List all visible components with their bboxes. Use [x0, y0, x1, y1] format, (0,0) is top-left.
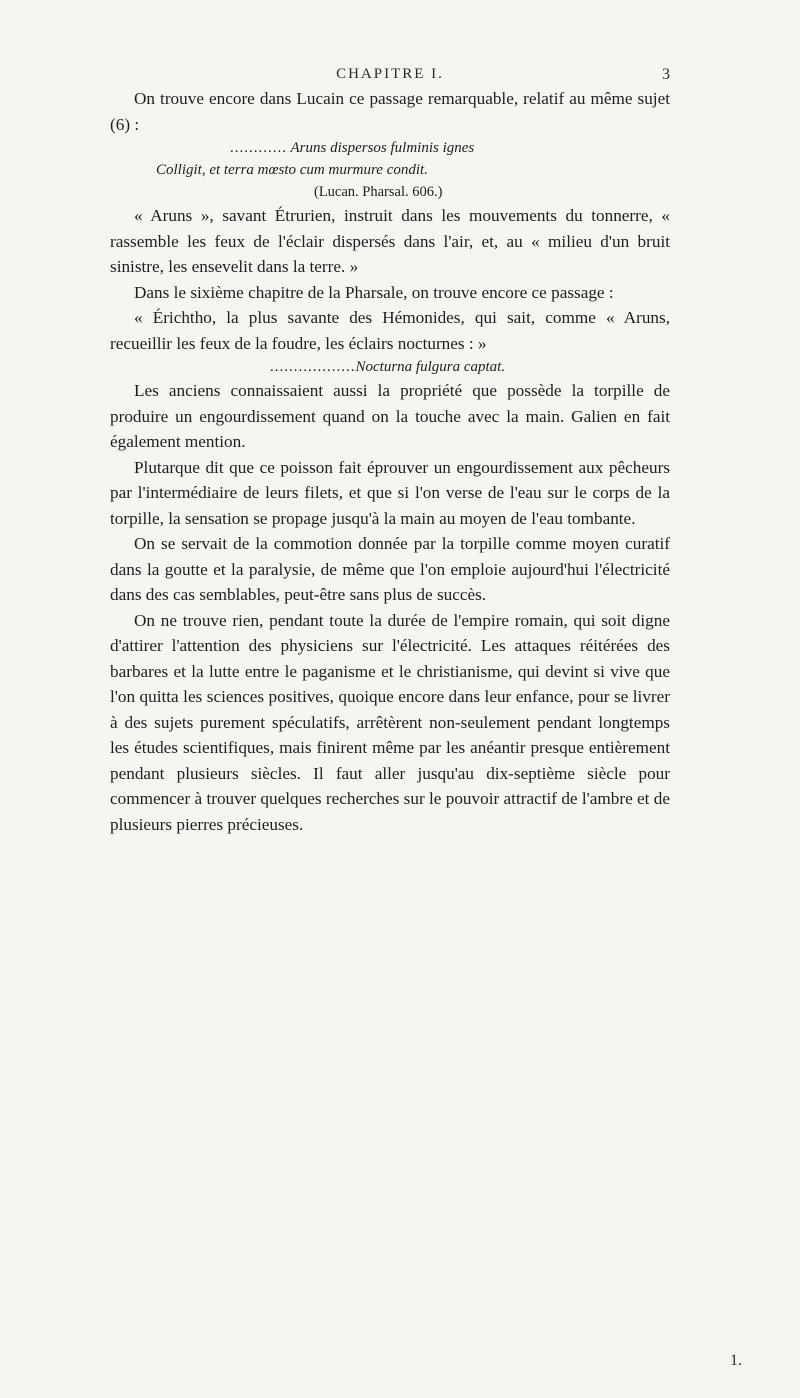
quote-ellipsis-2: .................. [270, 359, 356, 375]
paragraph-plutarque: Plutarque dit que ce poisson fait éprouver un engourdissement aux pêcheurs par l'intermédiaire de leurs filets, et que si l'on verse de l'eau sur le corps de la torpille, la sensation se propage jusqu'à la main au moyen de l'eau tombante. [110, 457, 670, 528]
latin-quote-text-2: Nocturna fulgura captat. [355, 359, 506, 375]
signature-mark: 1. [730, 1352, 742, 1369]
body-text [110, 86, 670, 837]
latin-quote-nocturna [110, 356, 670, 378]
quote-source: (Lucan. Pharsal. 606.) [314, 184, 443, 200]
paragraph-intro: On trouve encore dans Lucain ce passage remarquable, relatif au même sujet (6) : [110, 89, 670, 134]
page-number: 3 [662, 66, 670, 83]
running-title: CHAPITRE I. [336, 66, 444, 82]
latin-quote-text-1: Aruns dispersos fulminis ignes [287, 140, 475, 156]
latin-quote-line-2: Colligit, et terra mœsto cum murmure condit. [156, 162, 428, 178]
paragraph-commotion: On se servait de la commotion donnée par la torpille comme moyen curatif dans la goutte et la paralysie, de même que l'on emploie aujourd'hui l'électricité dans des cas semblables, peut-être sans plus de succès. [110, 534, 670, 604]
paragraph-aruns: « Aruns », savant Étrurien, instruit dans les mouvements du tonnerre, « rassemble les feux de l'éclair dispersés dans l'air, et, au « milieu d'un bruit sinistre, les ensevelit dans la terre. » [110, 206, 670, 276]
latin-quote-line-1 [110, 137, 670, 159]
quote-ellipsis: ............ [230, 140, 287, 156]
paragraph-pharsale: Dans le sixième chapitre de la Pharsale, on trouve encore ce passage : [134, 282, 614, 302]
paragraph-empire-romain: On ne trouve rien, pendant toute la durée de l'empire romain, qui soit digne d'attirer l'attention des physiciens sur l'électricité. Les attaques réitérées des barbares et la lutte entre le paganisme et le christianisme, qui devint si vive que l'on quitta les sciences positives, quoique encore dans leur enfance, pour se livrer à des sujets purement spéculatifs, arrêtèrent non-seulement pendant longtemps les études scientifiques, mais finirent même par les anéantir presque entièrement pendant plusieurs siècles. Il faut aller jusqu'au dix-septième siècle pour commencer à trouver quelques recherches sur le pouvoir attractif de l'ambre et de plusieurs pierres précieuses. [110, 610, 670, 834]
paragraph-erichtho: « Érichtho, la plus savante des Hémonides, qui sait, comme « Aruns, recueillir les feux de la foudre, les éclairs nocturnes : » [110, 308, 670, 353]
paragraph-torpille: Les anciens connaissaient aussi la propriété que possède la torpille de produire un engourdissement quand on la touche avec la main. Galien en fait également mention. [110, 381, 670, 451]
